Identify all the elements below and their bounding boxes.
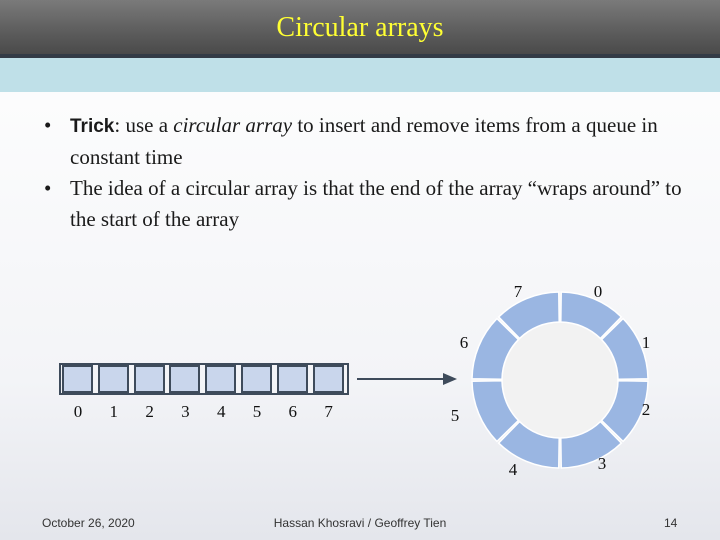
- bullet-symbol: •: [44, 113, 52, 137]
- array-cell: [169, 365, 200, 393]
- bullet-lead-bold: Trick: [70, 116, 115, 137]
- array-index-label: 7: [324, 402, 333, 421]
- ring-index-label: 6: [459, 333, 469, 352]
- title-bar: [0, 0, 720, 58]
- array-index-label: 3: [181, 402, 190, 421]
- bullet-text-part: to insert and remove items from a queue in constant time: [70, 113, 658, 169]
- array-cell: [241, 365, 272, 393]
- ring-index-label: 5: [450, 406, 460, 425]
- array-index-label: 1: [109, 402, 119, 421]
- ring-index-label: 3: [597, 454, 607, 473]
- ring-index-label: 1: [641, 333, 651, 352]
- slide-title: Circular arrays: [276, 12, 444, 43]
- array-cell: [98, 365, 129, 393]
- array-index-label: 6: [288, 402, 298, 421]
- page-number: 14: [664, 516, 678, 530]
- ring-index-label: 7: [513, 282, 523, 301]
- circular-array-ring: [460, 280, 660, 480]
- bullet-item-trick: [30, 110, 690, 173]
- footer-date: October 26, 2020: [42, 516, 135, 530]
- bullet-item-wrap-idea: [30, 173, 690, 235]
- array-index-label: 5: [252, 402, 262, 421]
- bullet-list: [30, 110, 690, 235]
- bullet-text: [70, 110, 690, 173]
- array-index-label: 0: [73, 402, 83, 421]
- ring-index-label: 2: [641, 400, 651, 419]
- bullet-symbol: •: [44, 176, 52, 200]
- ring-index-label: 0: [593, 282, 603, 301]
- array-index-label: 2: [145, 402, 154, 421]
- right-arrow-icon: [355, 370, 460, 388]
- array-cell: [205, 365, 236, 393]
- ring-index-label: 4: [508, 460, 518, 479]
- ring-hole: [503, 323, 617, 437]
- array-cell: [313, 365, 344, 393]
- array-index-label: 4: [216, 402, 226, 421]
- footer-authors: Hassan Khosravi / Geoffrey Tien: [273, 516, 447, 530]
- bullet-text: The idea of a circular array is that the end of the array “wraps around” to the start of the array: [70, 176, 682, 231]
- bullet-text-part: : use a: [114, 113, 174, 137]
- bullet-italic-term: circular array: [173, 113, 293, 137]
- title-accent-band: [0, 58, 720, 92]
- array-cell: [134, 365, 165, 393]
- array-cell: [277, 365, 308, 393]
- array-cell: [62, 365, 93, 393]
